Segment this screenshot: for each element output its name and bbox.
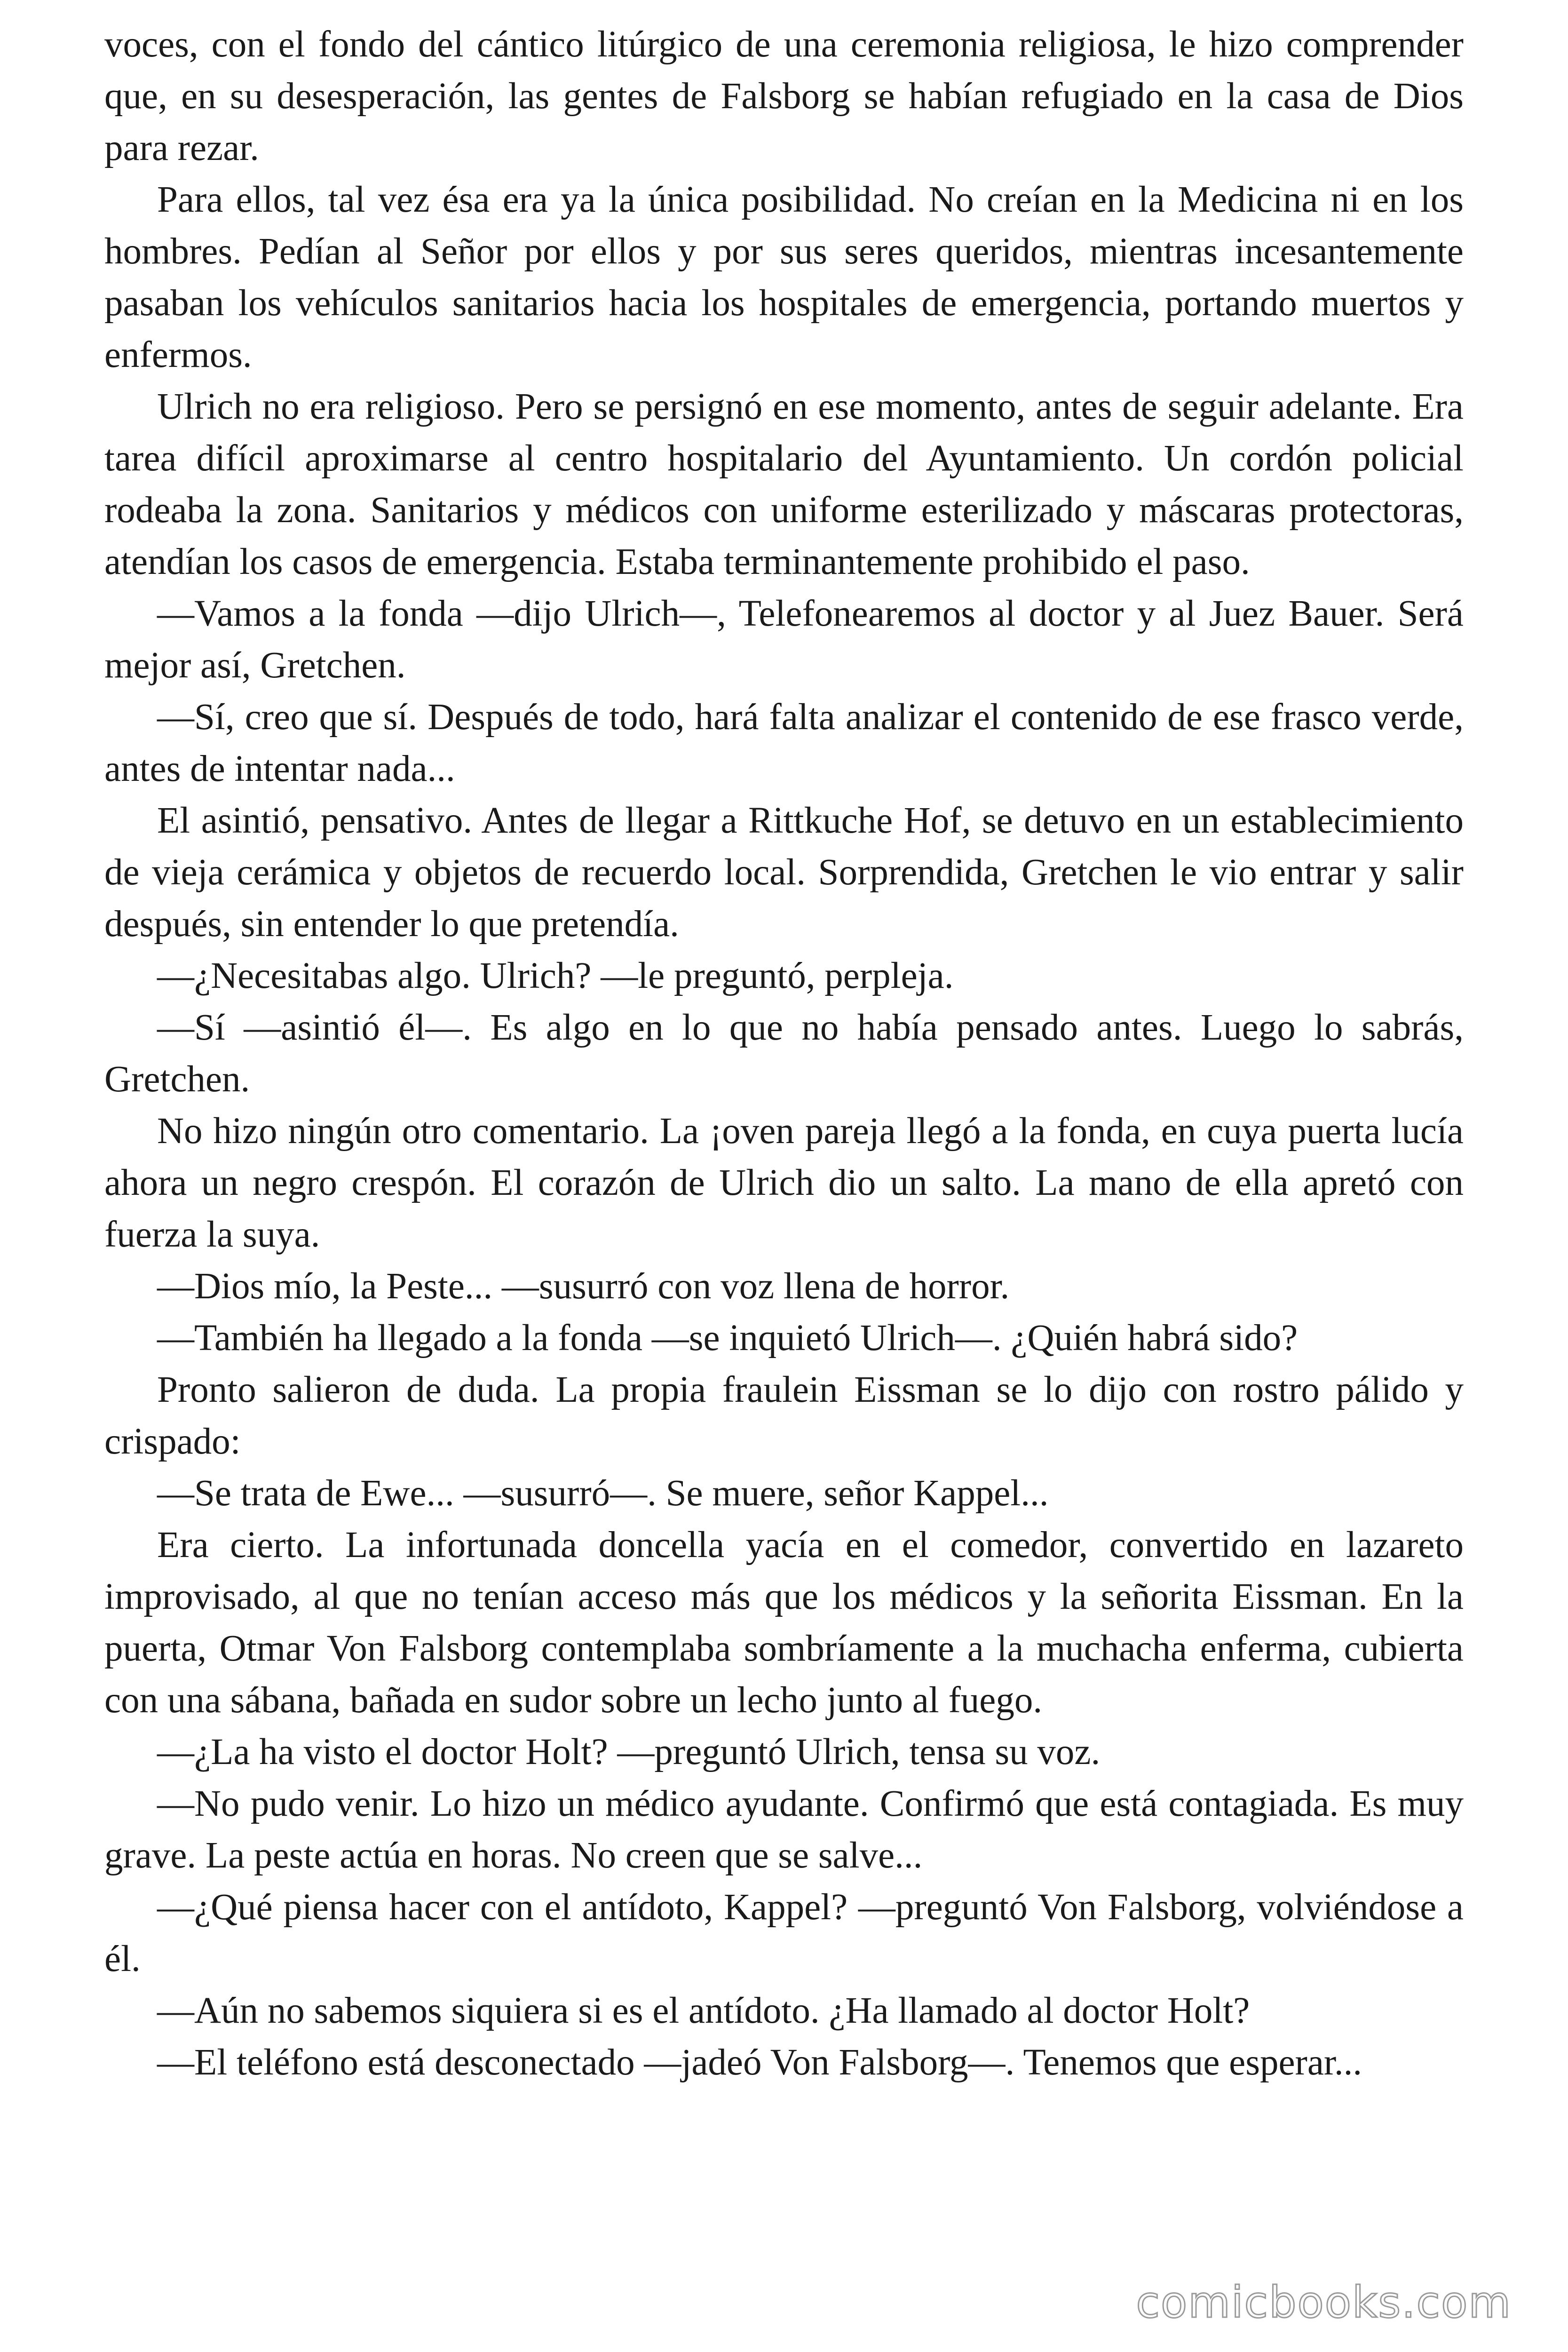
paragraph: —Sí, creo que sí. Después de todo, hará falta analizar el contenido de ese frasco verde, antes de intentar nada... bbox=[104, 697, 1464, 789]
paragraph: —Sí —asintió él—. Es algo en lo que no había pensado antes. Luego lo sabrás, Gretchen. bbox=[104, 1007, 1464, 1100]
paragraph: —Dios mío, la Peste... —susurró con voz llena de horror. bbox=[157, 1266, 1010, 1307]
paragraph: —El teléfono está desconectado —jadeó Von Falsborg—. Tenemos que esperar... bbox=[157, 2042, 1362, 2083]
page-text bbox=[104, 19, 1464, 2089]
paragraph: Pronto salieron de duda. La propia fraulein Eissman se lo dijo con rostro pálido y crispado: bbox=[104, 1369, 1464, 1462]
paragraph: —Aún no sabemos siquiera si es el antídoto. ¿Ha llamado al doctor Holt? bbox=[157, 1990, 1250, 2031]
paragraph: —¿Qué piensa hacer con el antídoto, Kappel? —preguntó Von Falsborg, volviéndose a él. bbox=[104, 1887, 1464, 1979]
paragraph: Era cierto. La infortunada doncella yacía en el comedor, convertido en lazareto improvisado, al que no tenían acceso más que los médicos y la señorita Eissman. En la puerta, Otmar Von Falsborg contemplaba sombríamente a la muchacha enferma, cubierta con una sábana, bañada en sudor sobre un lecho junto al fuego. bbox=[104, 1525, 1464, 1721]
paragraph: —Vamos a la fonda —dijo Ulrich—, Telefonearemos al doctor y al Juez Bauer. Será mejor así, Gretchen. bbox=[104, 593, 1464, 686]
paragraph: —También ha llegado a la fonda —se inquietó Ulrich—. ¿Quién habrá sido? bbox=[157, 1318, 1298, 1359]
watermark: comicbooks.com bbox=[1136, 2277, 1512, 2328]
paragraph: No hizo ningún otro comentario. La ¡oven pareja llegó a la fonda, en cuya puerta lucía ahora un negro crespón. El corazón de Ulrich dio un salto. La mano de ella apretó con fuerza la suya. bbox=[104, 1111, 1464, 1255]
paragraph: —¿Necesitabas algo. Ulrich? —le preguntó, perpleja. bbox=[157, 955, 954, 996]
paragraph: Ulrich no era religioso. Pero se persignó en ese momento, antes de seguir adelante. Era tarea difícil aproximarse al centro hospitalario del Ayuntamiento. Un cordón policial rodeaba la zona. Sanitarios y médicos con uniforme esterilizado y máscaras protectoras, atendían los casos de emergencia. Estaba terminantemente prohibido el paso. bbox=[104, 386, 1464, 582]
paragraph: —Se trata de Ewe... —susurró—. Se muere, señor Kappel... bbox=[157, 1473, 1049, 1514]
paragraph: voces, con el fondo del cántico litúrgico de una ceremonia religiosa, le hizo comprender que, en su desesperación, las gentes de Falsborg se habían refugiado en la casa de Dios para rezar. bbox=[104, 24, 1464, 168]
paragraph: —No pudo venir. Lo hizo un médico ayudante. Confirmó que está contagiada. Es muy grave. La peste actúa en horas. No creen que se salve... bbox=[104, 1783, 1464, 1876]
paragraph: El asintió, pensativo. Antes de llegar a Rittkuche Hof, se detuvo en un establecimiento de vieja cerámica y objetos de recuerdo local. Sorprendida, Gretchen le vio entrar y salir después, sin entender lo que pretendía. bbox=[104, 800, 1464, 945]
paragraph: —¿La ha visto el doctor Holt? —preguntó Ulrich, tensa su voz. bbox=[157, 1732, 1101, 1772]
paragraph: Para ellos, tal vez ésa era ya la única posibilidad. No creían en la Medicina ni en los hombres. Pedían al Señor por ellos y por sus seres queridos, mientras incesantemente pasaban los vehículos sanitarios hacia los hospitales de emergencia, portando muertos y enfermos. bbox=[104, 179, 1464, 375]
